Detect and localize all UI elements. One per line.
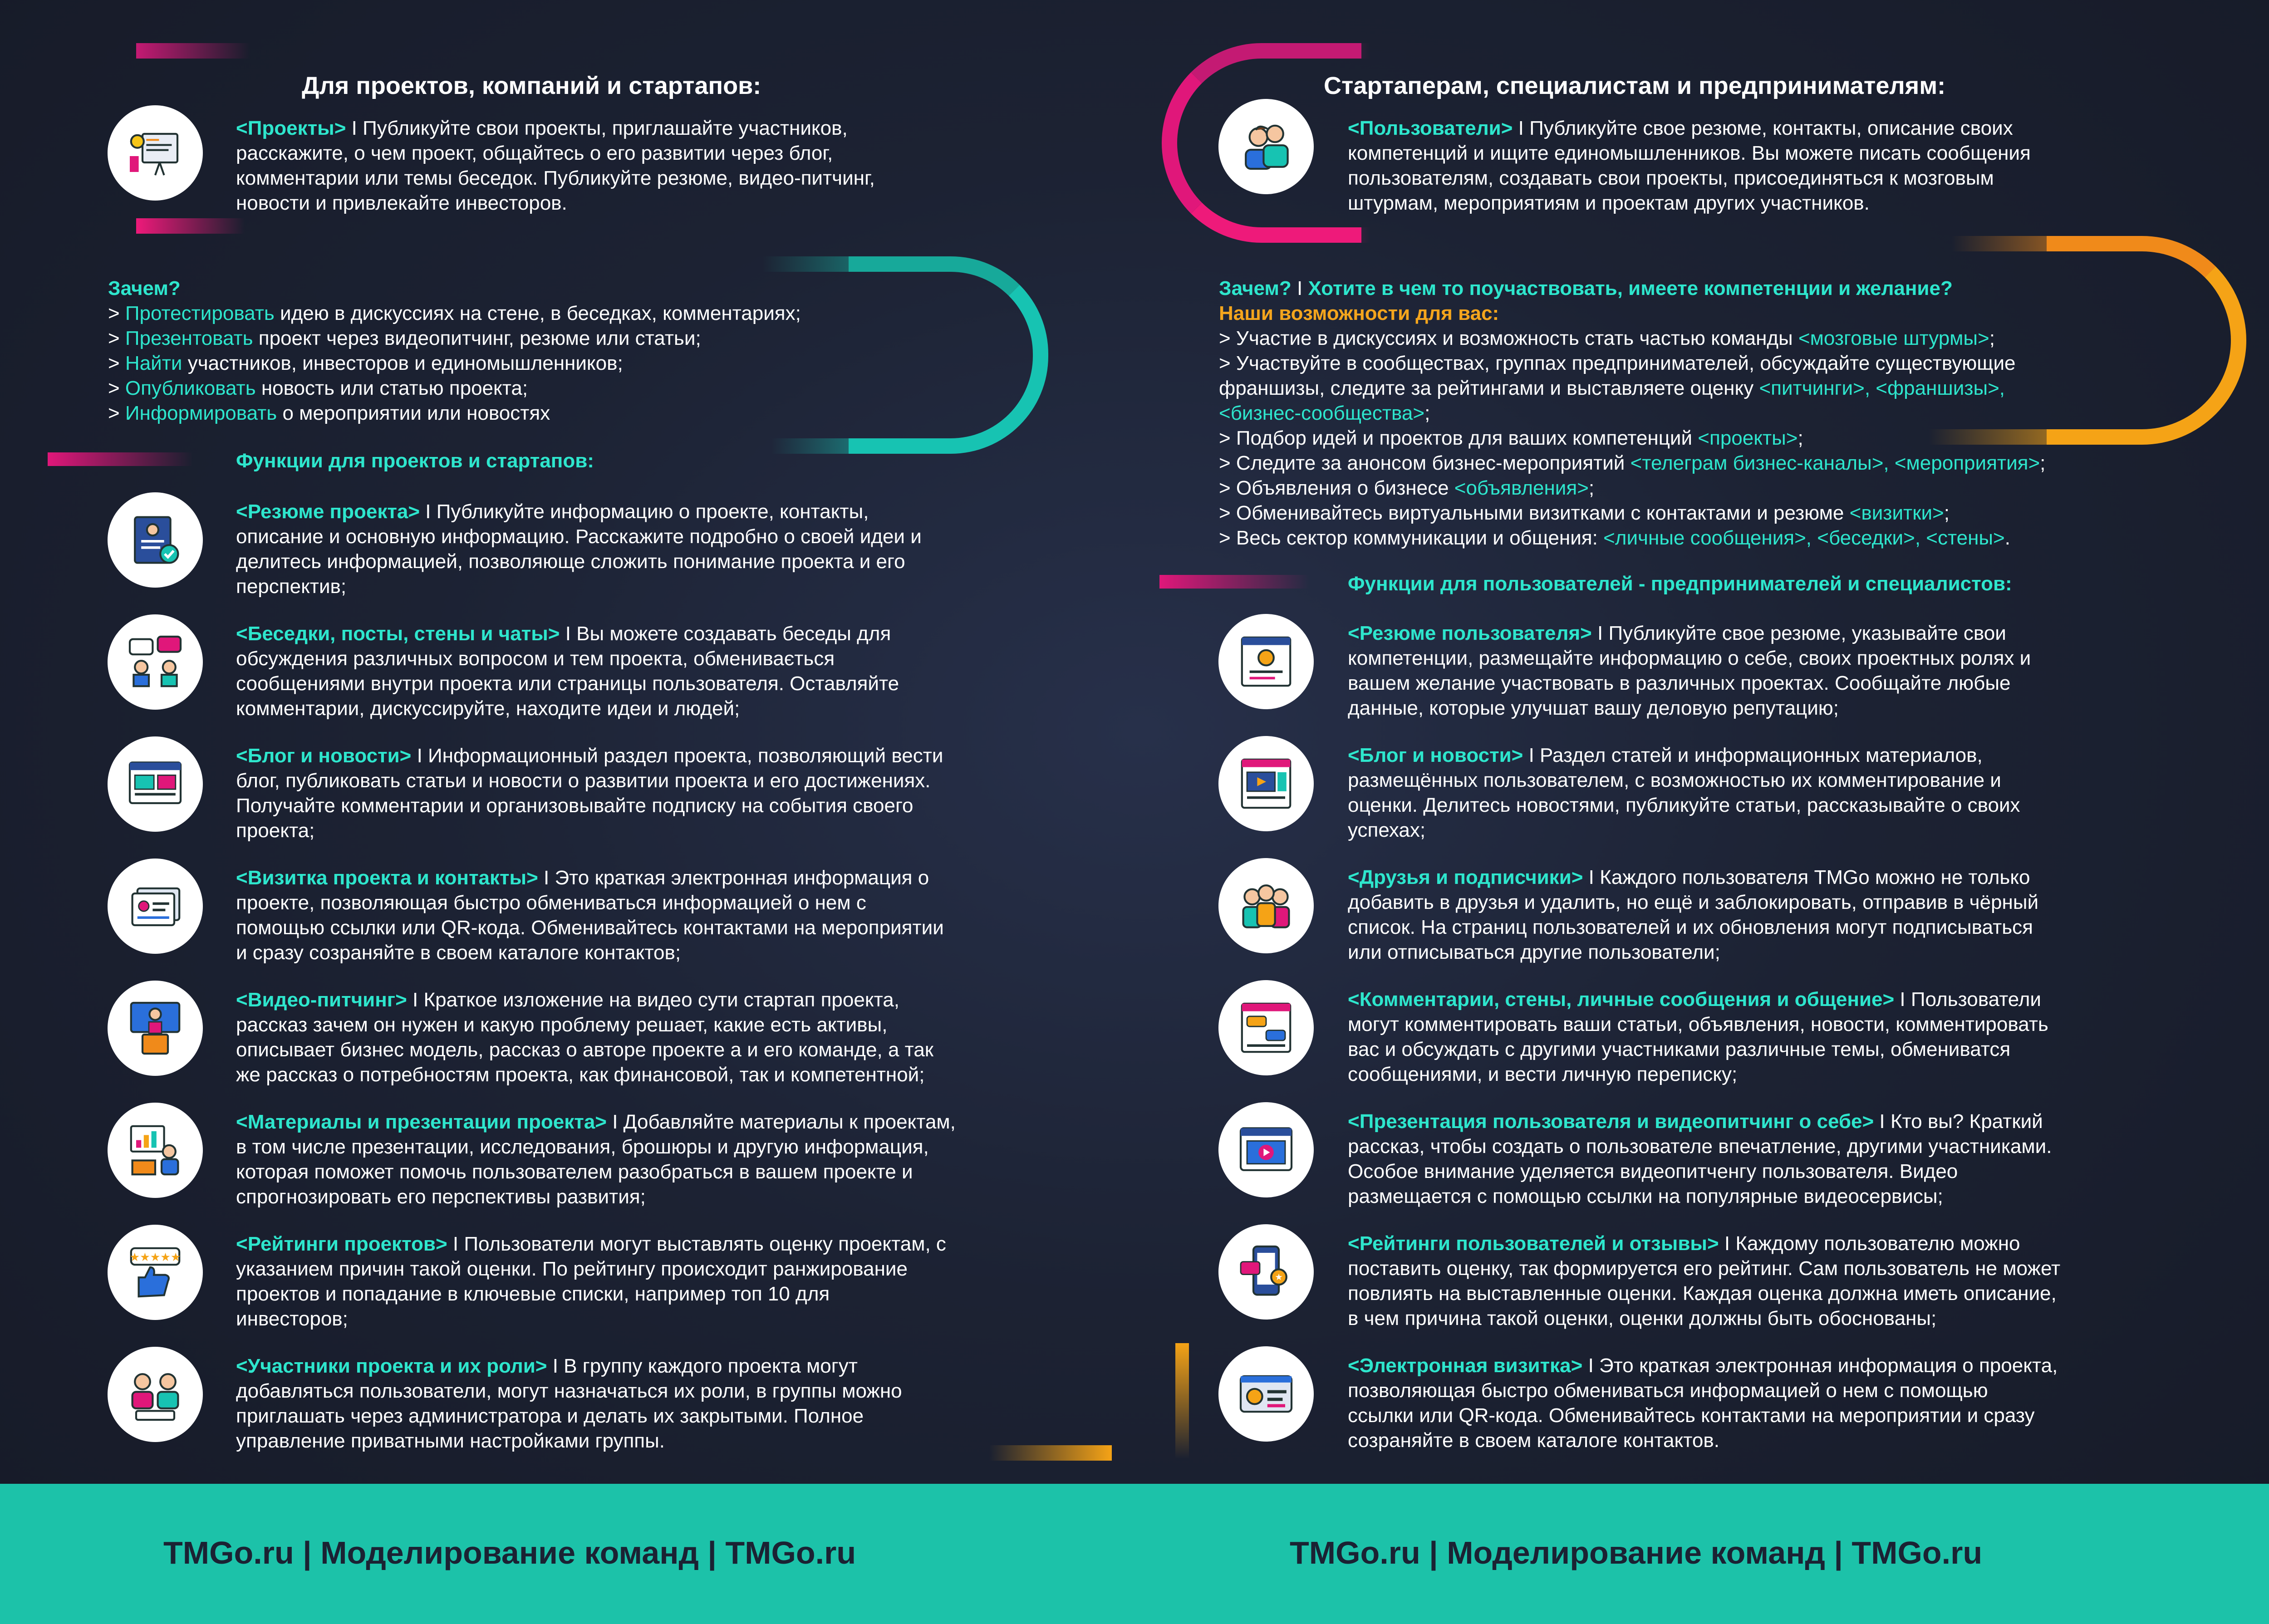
feature-title-link[interactable]: <Рейтинги пользователей и отзывы> <box>1348 1232 1719 1255</box>
decor-arc-teal <box>849 256 1048 454</box>
feedback-icon <box>1218 1224 1314 1320</box>
feature-title-link[interactable]: <Визитка проекта и контакты> <box>236 867 538 889</box>
decor-arc-orange <box>2047 236 2246 445</box>
feature-block: <Комментарии, стены, личные сообщения и общение> I Пользователи могут комментировать ваши статьи, объявления, новости, комментировать вас и обсуждать с другими участниками различные темы, обмениватся сообщениями, и вести личную переписку; <box>1348 988 2048 1085</box>
feature-block: <Блог и новости> I Раздел статей и информационных материалов, размещённых пользователем, с возможностью их комментирование и оценки. Делитесь новостями, публикуйте статьи, рассказывайте о своих успехах; <box>1348 744 2020 841</box>
profile-icon <box>1218 614 1314 709</box>
right-intro: <Пользователи> I Публикуйте свое резюме, контакты, описание своих компетенций и ищите единомышленников. Вы можете писать сообщения пользователям, создавать свои проекты, присоединяться к мозговым штурмам, мероприятиям и проектам других участников. <box>1348 117 2031 214</box>
decor-line <box>1262 227 1370 243</box>
feature-block: <Блог и новости> I Информационный раздел проекта, позволяющий вести блог, публиковать статьи и новости о развитии проекта и его достижениях. Получайте комментарии и организовывайте подписку на события своего проекта; <box>236 745 943 842</box>
decor-line <box>771 438 948 454</box>
svg-text:★★★★★: ★★★★★ <box>129 1251 181 1264</box>
why-title: Зачем? <box>108 277 181 299</box>
feature-block: <Электронная визитка> I Это краткая электронная информация о проекта, позволяющая быстро обмениваться информацией о нем с помощью ссылки или QR-кода. Обменивайтесь контактами на мероприятии и сразу созраняйте в своем каталоге контактов. <box>1348 1354 2058 1452</box>
feature-block: <Визитка проекта и контакты> I Это краткая электронная информация о проекте, позволяющая быстро обмениваться информацией о нем с помощью ссылки или QR-кода. Обменивайтесь контактами на мероприятии и сразу созраняйте в своем каталоге контактов; <box>236 867 944 964</box>
why-link-test[interactable]: Протестировать <box>125 302 275 324</box>
link-pitchings-franchises[interactable]: <питчинги>, <франшизы>, <box>1759 377 2005 399</box>
feature-block: <Резюме проекта> I Публикуйте информацию о проекте, контакты, описание и основную информацию. Расскажите подробно о своей идеи и делитесь информацией, позволяюще сложить понимание проекта и его перспектив; <box>236 500 922 598</box>
offer-title: Наши возможности для вас: <box>1219 302 1499 324</box>
feature-block: <Беседки, посты, стены и чаты> I Вы можете создавать беседы для обсуждения различных вопросом и тем проекта, обменивається сообщениями внутри проекта или страницы пользователя. Оставляйте комментарии, дискуссируйте, находите идеи и людей; <box>236 623 899 720</box>
presentation-icon <box>108 1103 203 1198</box>
feature-block: <Материалы и презентации проекта> I Добавляйте материалы к проектам, в том числе презентации, исследования, брошюры и другую информация, которая поможет помочь пользователем разобраться в вашем проекте и спрогнозировать его перспективы развития; <box>236 1111 956 1208</box>
chat-icon <box>108 614 203 710</box>
team-icon <box>108 1347 203 1442</box>
decor-line <box>1262 43 1370 59</box>
why-link-find[interactable]: Найти <box>125 352 182 374</box>
footer-right-text[interactable]: TMGo.ru | Моделирование команд | TMGo.ru <box>1290 1535 1983 1570</box>
resume-icon <box>108 492 203 588</box>
decor-bar <box>48 452 193 466</box>
rating-icon <box>108 1225 203 1320</box>
projects-tag-link[interactable]: <Проекты> <box>236 117 346 139</box>
feature-title-link[interactable]: <Рейтинги проектов> <box>236 1233 447 1255</box>
friends-icon <box>1218 858 1314 953</box>
left-why-section: Зачем? > Протестировать идею в дискуссиях на стене, в беседках, комментариях; > Презентовать проект через видеопитчинг, резюме или статьи; > Найти участников, инвесторов и единомышленников; > Опубликовать новость или статью проекта; > Информировать о мероприятии или новостях <box>108 276 801 426</box>
decor-line <box>762 256 944 272</box>
feature-title-link[interactable]: <Беседки, посты, стены и чаты> <box>236 623 560 645</box>
right-functions-title: Функции для пользователей - предпринимателей и специалистов: <box>1348 573 2012 595</box>
why-link-publish[interactable]: Опубликовать <box>125 377 256 399</box>
project-board-icon <box>108 105 203 201</box>
link-ads[interactable]: <объявления> <box>1454 477 1589 499</box>
feature-title-link[interactable]: <Комментарии, стены, личные сообщения и общение> <box>1348 988 1895 1011</box>
feature-block: <Рейтинги пользователей и отзывы> I Каждому пользователю можно поставить оценку, так формируется его рейтинг. Сам пользователь не может повлиять на выставленные оценки. Каждая оценка должна иметь описание, в чем причина такой оценки, оценки должны быть обоснованы; <box>1348 1232 2061 1330</box>
left-heading: Для проектов, компаний и стартапов: <box>302 72 761 99</box>
link-brainstorms[interactable]: <мозговые штурмы> <box>1798 327 1989 349</box>
footer-left-text[interactable]: TMGo.ru | Моделирование команд | TMGo.ru <box>163 1535 856 1570</box>
decor-line <box>1951 236 2142 251</box>
right-heading: Стартаперам, специалистам и предпринимателям: <box>1324 72 1946 99</box>
feature-title-link[interactable]: <Друзья и подписчики> <box>1348 866 1583 888</box>
why-link-present[interactable]: Презентовать <box>125 327 253 349</box>
blog-icon <box>108 736 203 832</box>
feature-block: <Резюме пользователя> I Публикуйте свое резюме, указывайте свои компетенции, размещайте информацию о себе, своих проектных ролях и вашем желание участвовать в различных проектах. Сообщайте любые данные, которые улучшат вашу деловую репутацию; <box>1348 622 2031 719</box>
why-title-right: Зачем? <box>1219 277 1292 299</box>
link-cards[interactable]: <визитки> <box>1849 502 1944 524</box>
users-tag-link[interactable]: <Пользователи> <box>1348 117 1513 139</box>
feature-title-link[interactable]: <Блог и новости> <box>236 745 412 767</box>
feature-block: <Презентация пользователя и видеопитчинг о себе> I Кто вы? Краткий рассказ, чтобы создать о пользователе впечатление, другими участниками. Особое внимание уделяется видеопитченгу пользователя. Видео размещается с помощью ссылки на популярные видеосервисы; <box>1348 1110 2052 1207</box>
decor-bar <box>1175 1343 1189 1459</box>
decor-line <box>136 218 245 234</box>
why-link-inform[interactable]: Информировать <box>125 402 277 424</box>
left-functions-title: Функции для проектов и стартапов: <box>236 450 594 472</box>
id-card-icon <box>1218 1346 1314 1442</box>
feature-title-link[interactable]: <Видео-питчинг> <box>236 989 407 1011</box>
feature-title-link[interactable]: <Участники проекта и их роли> <box>236 1355 547 1377</box>
messages-icon <box>1218 980 1314 1075</box>
feature-block: <Рейтинги проектов> I Пользователи могут выставлять оценку проектам, с указанием причин такой оценки. По рейтингу происходит ранжирование проектов и попадание в ключевые списки, например топ 10 для инвесторов; <box>236 1233 946 1330</box>
link-business-communities[interactable]: <бизнес-сообщества> <box>1219 402 1425 424</box>
link-telegram-events[interactable]: <телеграм бизнес-каналы>, <мероприятия> <box>1630 452 2040 474</box>
feature-title-link[interactable]: <Презентация пользователя и видеопитчинг о себе> <box>1348 1110 1874 1133</box>
left-intro: <Проекты> I Публикуйте свои проекты, приглашайте участников, расскажите, о чем проект, общайтесь о его развитии через блог, комментарии или темы беседок. Публикуйте резюме, видео-питчинг, новости и привлекайте инвесторов. <box>236 117 875 214</box>
feature-title-link[interactable]: <Резюме проекта> <box>236 500 420 523</box>
video-pitch-icon <box>108 981 203 1076</box>
feature-block: <Друзья и подписчики> I Каждого пользователя TMGo можно не только добавить в друзья и удалить, но ещё и заблокировать, отправив в чёрный список. На страниц пользователей и их обновления могут подписываться или отписываться другие пользователи; <box>1348 866 2039 963</box>
feature-title-link[interactable]: <Материалы и презентации проекта> <box>236 1111 607 1133</box>
card-icon <box>108 859 203 954</box>
media-icon <box>1218 736 1314 831</box>
decor-bar <box>1159 575 1309 589</box>
decor-line <box>136 43 250 59</box>
link-messages[interactable]: <личные сообщения>, <беседки>, <стены> <box>1603 527 2005 549</box>
video-icon <box>1218 1102 1314 1197</box>
users-icon <box>1218 99 1314 194</box>
feature-title-link[interactable]: <Резюме пользователя> <box>1348 622 1592 644</box>
svg-text:★: ★ <box>1275 1272 1283 1283</box>
right-why-section: Зачем? I Хотите в чем то поучаствовать, имеете компетенции и желание? Наши возможности для вас: > Участие в дискуссиях и возможность стать частью команды <мозговые штурмы>; > Участвуйте в сообществах, группах предпринимателей, обсуждайте существующие франшизы, следите за рейтингами и выставляете оценку <питчинги>, <франшизы>, <бизнес-сообщества>; > Подбор идей и проектов для ваших компетенций <проекты>; > Следите за анонсом бизнес-мероприятий <телеграм бизнес-каналы>, <мероприятия>; > Объявления о бизнесе <объявления>; > Обменивайтесь виртуальными визитками с контактами и резюме <визитки>; > Весь сектор коммуникации и общения: <личные сообщения>, <беседки>, <стены>. <box>1219 277 2046 549</box>
feature-title-link[interactable]: <Блог и новости> <box>1348 744 1523 766</box>
feature-block: <Участники проекта и их роли> I В группу каждого проекта могут добавляться пользователи, могут назначаться их роли, в группы можно приглашать через администратора и делать их закрытыми. Полное управление приватными настройками группы. <box>236 1355 902 1452</box>
feature-block: <Видео-питчинг> I Краткое изложение на видео сути стартап проекта, рассказ зачем он нужен и какую проблему решает, какие есть активы, описывает бизнес модель, рассказ о авторе проекте а и его команде, а так же рассказ о потребностям проекта, как финансовой, так и компетентной; <box>236 989 934 1086</box>
link-projects[interactable]: <проекты> <box>1698 427 1798 449</box>
feature-title-link[interactable]: <Электронная визитка> <box>1348 1354 1583 1377</box>
